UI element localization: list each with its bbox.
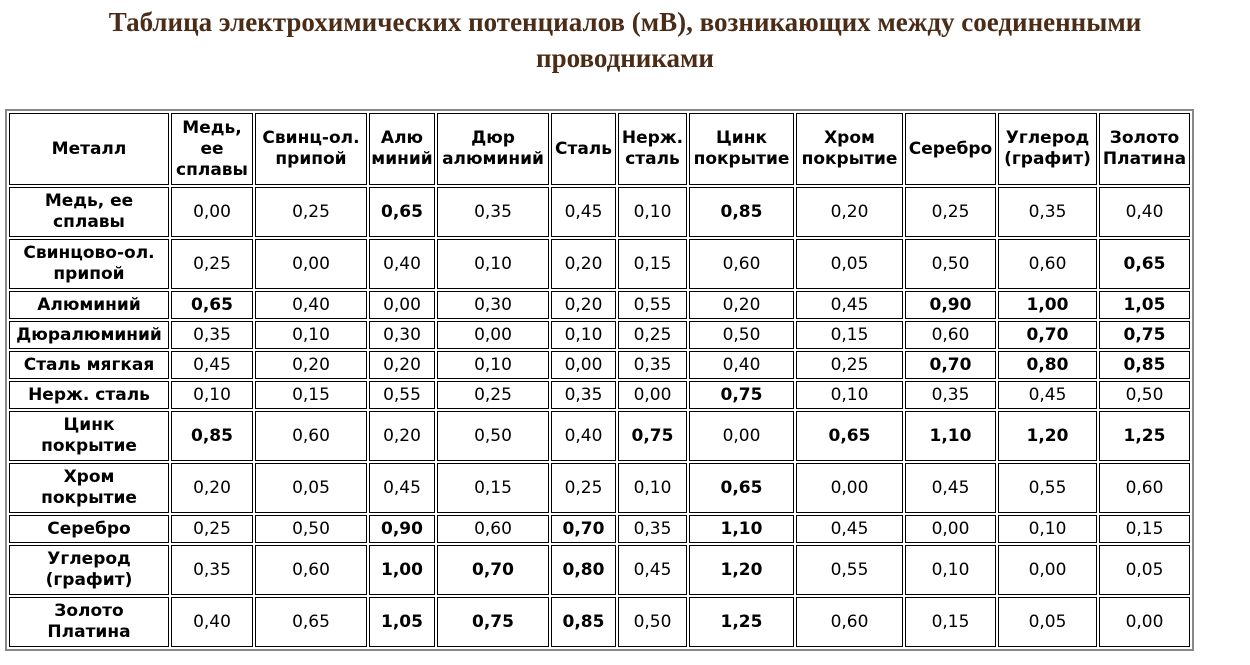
table-cell: 0,25 [618, 321, 687, 349]
cell-text-line: сталь [625, 149, 680, 169]
table-cell: 0,85 [171, 411, 253, 461]
table-cell: 0,70 [905, 351, 996, 379]
cell-text-line: Хром [824, 128, 875, 148]
table-cell: 0,00 [437, 321, 549, 349]
column-header [618, 113, 687, 185]
cell-text-line: Цинк [716, 128, 767, 148]
table-row [9, 515, 1190, 543]
table-cell: 0,45 [551, 187, 616, 237]
table-cell: 0,05 [255, 463, 367, 513]
header-metal [9, 113, 169, 185]
table-cell: 0,65 [255, 597, 367, 647]
table-cell: 0,60 [1099, 463, 1190, 513]
table-cell: 0,45 [171, 351, 253, 379]
table-cell: 0,00 [618, 381, 687, 409]
cell-text-line: Дюралюминий [16, 324, 162, 345]
table-cell: 0,75 [689, 381, 794, 409]
cell-text-line: Алюминий [37, 294, 141, 315]
table-cell: 0,55 [369, 381, 435, 409]
table-cell: 0,90 [905, 291, 996, 319]
table-cell: 0,00 [369, 291, 435, 319]
cell-text-line: Свинцово-ол. [23, 243, 155, 263]
table-cell: 0,45 [796, 515, 903, 543]
table-cell: 0,80 [551, 545, 616, 595]
table-cell: 1,10 [905, 411, 996, 461]
table-cell: 0,20 [171, 463, 253, 513]
table-row [9, 463, 1190, 513]
table-cell: 0,30 [369, 321, 435, 349]
row-label [9, 515, 169, 543]
table-cell: 0,00 [255, 239, 367, 289]
row-label [9, 291, 169, 319]
table-cell: 0,65 [171, 291, 253, 319]
table-cell: 0,10 [171, 381, 253, 409]
cell-text-line: (графит) [45, 570, 133, 590]
table-cell: 0,15 [796, 321, 903, 349]
table-cell: 0,85 [1099, 351, 1190, 379]
table-cell: 1,10 [689, 515, 794, 543]
column-header [255, 113, 367, 185]
table-row [9, 411, 1190, 461]
table-cell: 0,70 [551, 515, 616, 543]
table-cell: 0,75 [1099, 321, 1190, 349]
row-label [9, 381, 169, 409]
table-row [9, 351, 1190, 379]
page-title [0, 4, 1250, 76]
row-label [9, 597, 169, 647]
table-cell: 0,55 [998, 463, 1097, 513]
table-cell: 0,45 [796, 291, 903, 319]
cell-text-line: Серебро [908, 138, 993, 159]
table-cell: 0,25 [796, 351, 903, 379]
table-cell: 0,45 [369, 463, 435, 513]
table-cell: 0,80 [998, 351, 1097, 379]
table-cell: 0,00 [171, 187, 253, 237]
table-cell: 0,10 [618, 463, 687, 513]
table-cell: 0,15 [905, 597, 996, 647]
cell-text-line: Медь, [182, 117, 242, 138]
table-cell: 0,75 [437, 597, 549, 647]
table-cell: 0,85 [551, 597, 616, 647]
cell-text-line: покрытие [801, 149, 898, 169]
column-header [998, 113, 1097, 185]
table-cell: 0,40 [689, 351, 794, 379]
table-cell: 0,10 [796, 381, 903, 409]
table-cell: 0,10 [551, 321, 616, 349]
cell-text-line: Медь, ее [44, 191, 134, 211]
table-cell: 0,60 [255, 545, 367, 595]
table-cell: 0,60 [905, 321, 996, 349]
cell-text-line: Металл [51, 138, 127, 159]
table-cell: 0,65 [689, 463, 794, 513]
table-cell: 0,50 [255, 515, 367, 543]
row-label [9, 545, 169, 595]
table-cell: 0,00 [689, 411, 794, 461]
table-cell: 0,70 [998, 321, 1097, 349]
row-label [9, 411, 169, 461]
cell-text-line: Серебро [47, 518, 131, 539]
header-row [9, 113, 1190, 185]
table-cell: 0,70 [437, 545, 549, 595]
table-body [9, 187, 1190, 647]
cell-text-line: Нерж. [621, 128, 684, 148]
table-cell: 0,10 [437, 239, 549, 289]
table-cell: 0,25 [437, 381, 549, 409]
table-header [9, 113, 1190, 185]
column-header [437, 113, 549, 185]
cell-text-line: ее [200, 138, 224, 159]
table-cell: 0,55 [618, 291, 687, 319]
cell-text-line: Сталь мягкая [23, 354, 155, 375]
column-header [796, 113, 903, 185]
cell-text-line: Хром [63, 467, 115, 487]
table-cell: 0,35 [437, 187, 549, 237]
table-cell: 1,00 [369, 545, 435, 595]
cell-text-line: Углерод [1005, 128, 1090, 148]
cell-text-line: миний [371, 149, 433, 169]
table-cell: 0,35 [171, 321, 253, 349]
table-row [9, 321, 1190, 349]
cell-text-line: Цинк [63, 415, 115, 435]
table-cell: 0,20 [796, 187, 903, 237]
cell-text-line: Золото [54, 601, 124, 621]
table-cell: 1,05 [369, 597, 435, 647]
table-cell: 0,65 [369, 187, 435, 237]
table-cell: 0,10 [437, 351, 549, 379]
table-cell: 0,60 [689, 239, 794, 289]
table-cell: 0,05 [1099, 545, 1190, 595]
table-cell: 0,20 [551, 291, 616, 319]
cell-text-line: припой [275, 149, 347, 169]
cell-text-line: Алю [380, 128, 424, 148]
table-cell: 0,75 [618, 411, 687, 461]
table-cell: 0,20 [369, 351, 435, 379]
table-cell: 0,15 [437, 463, 549, 513]
table-cell: 0,30 [437, 291, 549, 319]
table-cell: 0,25 [905, 187, 996, 237]
table-cell: 0,15 [255, 381, 367, 409]
table-cell: 0,25 [171, 239, 253, 289]
row-label [9, 239, 169, 289]
cell-text-line: покрытие [693, 149, 790, 169]
table-cell: 0,20 [689, 291, 794, 319]
table-cell: 0,20 [551, 239, 616, 289]
table-cell: 0,65 [796, 411, 903, 461]
row-label [9, 463, 169, 513]
table-cell: 0,50 [437, 411, 549, 461]
table-row [9, 545, 1190, 595]
table-cell: 0,20 [255, 351, 367, 379]
table-cell: 0,05 [998, 597, 1097, 647]
table-cell: 0,35 [618, 351, 687, 379]
table-cell: 1,25 [689, 597, 794, 647]
table-cell: 1,20 [998, 411, 1097, 461]
cell-text-line: покрытие [41, 436, 137, 456]
table-cell: 0,00 [905, 515, 996, 543]
table-row [9, 187, 1190, 237]
cell-text-line: Углерод [47, 549, 131, 569]
title-line-1: Таблица электрохимических потенциалов (мВ), возникающих между соединенными [108, 7, 1142, 37]
table-cell: 0,90 [369, 515, 435, 543]
table-cell: 0,40 [171, 597, 253, 647]
table-cell: 0,50 [618, 597, 687, 647]
table-cell: 0,15 [618, 239, 687, 289]
table-cell: 0,60 [255, 411, 367, 461]
table-cell: 0,50 [905, 239, 996, 289]
cell-text-line: Золото [1109, 128, 1180, 148]
row-label [9, 351, 169, 379]
table-cell: 0,25 [551, 463, 616, 513]
column-header [369, 113, 435, 185]
table-cell: 1,05 [1099, 291, 1190, 319]
table-cell: 0,05 [796, 239, 903, 289]
table-cell: 0,65 [1099, 239, 1190, 289]
table-cell: 0,35 [905, 381, 996, 409]
table-cell: 0,20 [369, 411, 435, 461]
table-cell: 0,10 [618, 187, 687, 237]
table-cell: 0,00 [998, 545, 1097, 595]
table-cell: 0,85 [689, 187, 794, 237]
column-header [905, 113, 996, 185]
cell-text-line: (графит) [1004, 149, 1091, 169]
table-cell: 0,50 [1099, 381, 1190, 409]
table-cell: 1,00 [998, 291, 1097, 319]
table-cell: 0,25 [171, 515, 253, 543]
table-cell: 0,40 [1099, 187, 1190, 237]
table-cell: 1,25 [1099, 411, 1190, 461]
table-cell: 0,40 [551, 411, 616, 461]
title-line-2: проводниками [536, 43, 714, 73]
cell-text-line: припой [53, 264, 125, 284]
potentials-table-wrapper [5, 109, 1194, 651]
table-cell: 0,10 [998, 515, 1097, 543]
table-cell: 1,20 [689, 545, 794, 595]
column-header [689, 113, 794, 185]
table-row [9, 291, 1190, 319]
cell-text-line: алюминий [442, 149, 544, 169]
table-cell: 0,25 [255, 187, 367, 237]
column-header [1099, 113, 1190, 185]
table-row [9, 381, 1190, 409]
cell-text-line: Дюр [471, 128, 515, 148]
column-header [171, 113, 253, 185]
potentials-table [5, 109, 1194, 651]
table-cell: 0,45 [905, 463, 996, 513]
cell-text-line: сплавы [176, 159, 248, 180]
cell-text-line: покрытие [41, 488, 137, 508]
table-row [9, 597, 1190, 647]
cell-text-line: сплавы [53, 212, 125, 232]
table-cell: 0,45 [998, 381, 1097, 409]
table-row [9, 239, 1190, 289]
table-cell: 0,10 [905, 545, 996, 595]
cell-text-line: Платина [1102, 149, 1187, 169]
column-header [551, 113, 616, 185]
table-cell: 0,00 [1099, 597, 1190, 647]
table-cell: 0,10 [255, 321, 367, 349]
table-cell: 0,45 [618, 545, 687, 595]
table-cell: 0,35 [998, 187, 1097, 237]
table-cell: 0,40 [369, 239, 435, 289]
table-cell: 0,40 [255, 291, 367, 319]
table-cell: 0,00 [551, 351, 616, 379]
table-cell: 0,15 [1099, 515, 1190, 543]
table-cell: 0,35 [551, 381, 616, 409]
cell-text-line: Свинц-ол. [262, 128, 360, 148]
table-cell: 0,35 [171, 545, 253, 595]
row-label [9, 321, 169, 349]
table-cell: 0,35 [618, 515, 687, 543]
table-cell: 0,00 [796, 463, 903, 513]
row-label [9, 187, 169, 237]
table-cell: 0,55 [796, 545, 903, 595]
cell-text-line: Нерж. сталь [28, 384, 150, 405]
table-cell: 0,50 [689, 321, 794, 349]
cell-text-line: Сталь [554, 138, 612, 159]
cell-text-line: Платина [47, 622, 131, 642]
table-cell: 0,60 [796, 597, 903, 647]
table-cell: 0,60 [437, 515, 549, 543]
table-cell: 0,60 [998, 239, 1097, 289]
